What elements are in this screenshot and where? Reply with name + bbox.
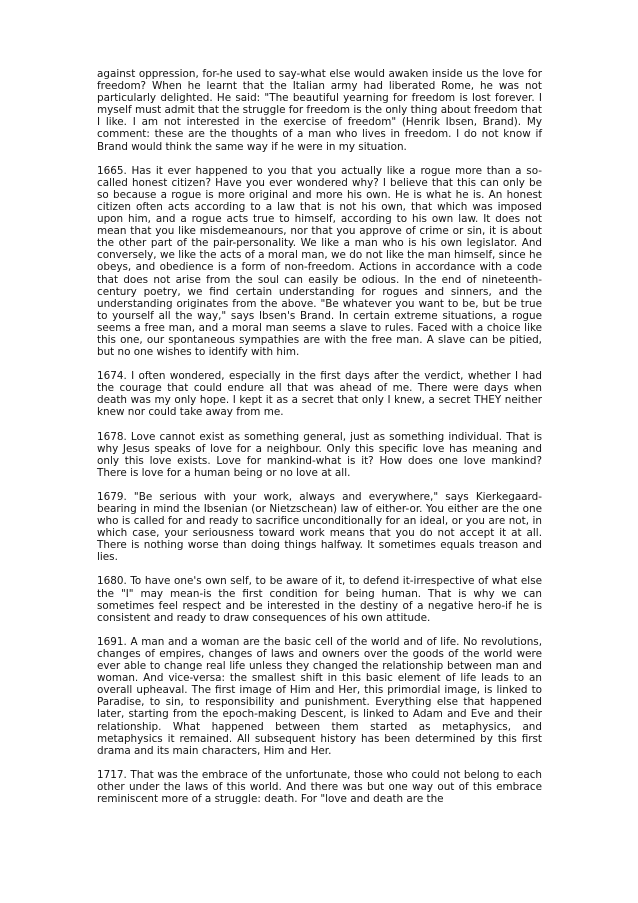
paragraph-1691: 1691. A man and a woman are the basic cell of the world and of life. No revolutions, changes of empires, changes of laws and owners over the goods of the world were ever able to change real life unless they changed the relationship between man and woman. And vice-versa: the smallest shift in this basic element of life leads to an overall upheaval. The first image of Him and Her, this primordial image, is linked to Paradise, to sin, to responsibility and punishment. Everything else that happened later, starting from the epoch-making Descent, is linked to Adam and Eve and their relationship. What happened between them started as metaphysics, and metaphysics it remained. All subsequent history has been determined by this first drama and its main characters, Him and Her. — [97, 635, 542, 757]
paragraph-1680: 1680. To have one's own self, to be aware of it, to defend it-irrespective of what else the "I" may mean-is the first condition for being human. That is why we can sometimes feel respect and be interested in the destiny of a negative hero-if he is consistent and ready to draw consequences of his own attitude. — [97, 575, 542, 624]
paragraph-continuation: against oppression, for-he used to say-what else would awaken inside us the love for freedom? When he learnt that the Italian army had liberated Rome, he was not particularly delighted. He said: "The beautiful yearning for freedom is lost forever. I myself must admit that the struggle for freedom is the only thing about freedom that I like. I am not interested in the exercise of freedom" (Henrik Ibsen, Brand). My comment: these are the thoughts of a man who lives in freedom. I do not know if Brand would think the same way if he were in my situation. — [97, 68, 542, 153]
paragraph-1678: 1678. Love cannot exist as something general, just as something individual. That is why Jesus speaks of love for a neighbour. Only this specific love has meaning and only this love exists. Love for mankind-what is it? How does one love mankind? There is love for a human being or no love at all. — [97, 430, 542, 479]
paragraph-1679: 1679. "Be serious with your work, always and everywhere," says Kierkegaard-bearing in mind the Ibsenian (or Nietzschean) law of either-or. You either are the one who is called for and ready to sacrifice unconditionally for an ideal, or you are not, in which case, your seriousness toward work means that you do not accept it at all. There is nothing worse than doing things halfway. It sometimes equals treason and lies. — [97, 490, 542, 564]
paragraph-1717: 1717. That was the embrace of the unfortunate, those who could not belong to each other under the laws of this world. And there was but one way out of this embrace reminiscent more of a struggle: death. For "love and death are the — [97, 768, 542, 805]
paragraph-1665: 1665. Has it ever happened to you that you actually like a rogue more than a so-called honest citizen? Have you ever wondered why? I believe that this can only be so because a rogue is more original and more his own. He is what he is. An honest citizen often acts according to a law that is not his own, that which was imposed upon him, and a rogue acts true to himself, according to his own law. It does not mean that you like misdemeanours, nor that you approve of crime or sin, it is about the other part of the pair-personality. We like a man who is his own legislator. And conversely, we like the acts of a moral man, we do not like the man himself, since he obeys, and obedience is a form of non-freedom. Actions in accordance with a code that does not arise from the soul can easily be odious. In the end of nineteenth-century poetry, we find certain understanding for rogues and sinners, and the understanding originates from the above. "Be whatever you want to be, but be true to yourself all the way," says Ibsen's Brand. In certain extreme situations, a rogue seems a free man, and a moral man seems a slave to rules. Faced with a choice like this one, our spontaneous sympathies are with the free man. A slave can be pitied, but no one wishes to identify with him. — [97, 164, 542, 359]
document-page — [97, 68, 542, 817]
paragraph-1674: 1674. I often wondered, especially in the first days after the verdict, whether I had the courage that could endure all that was ahead of me. There were days when death was my only hope. I kept it as a secret that only I knew, a secret THEY neither knew nor could take away from me. — [97, 370, 542, 419]
